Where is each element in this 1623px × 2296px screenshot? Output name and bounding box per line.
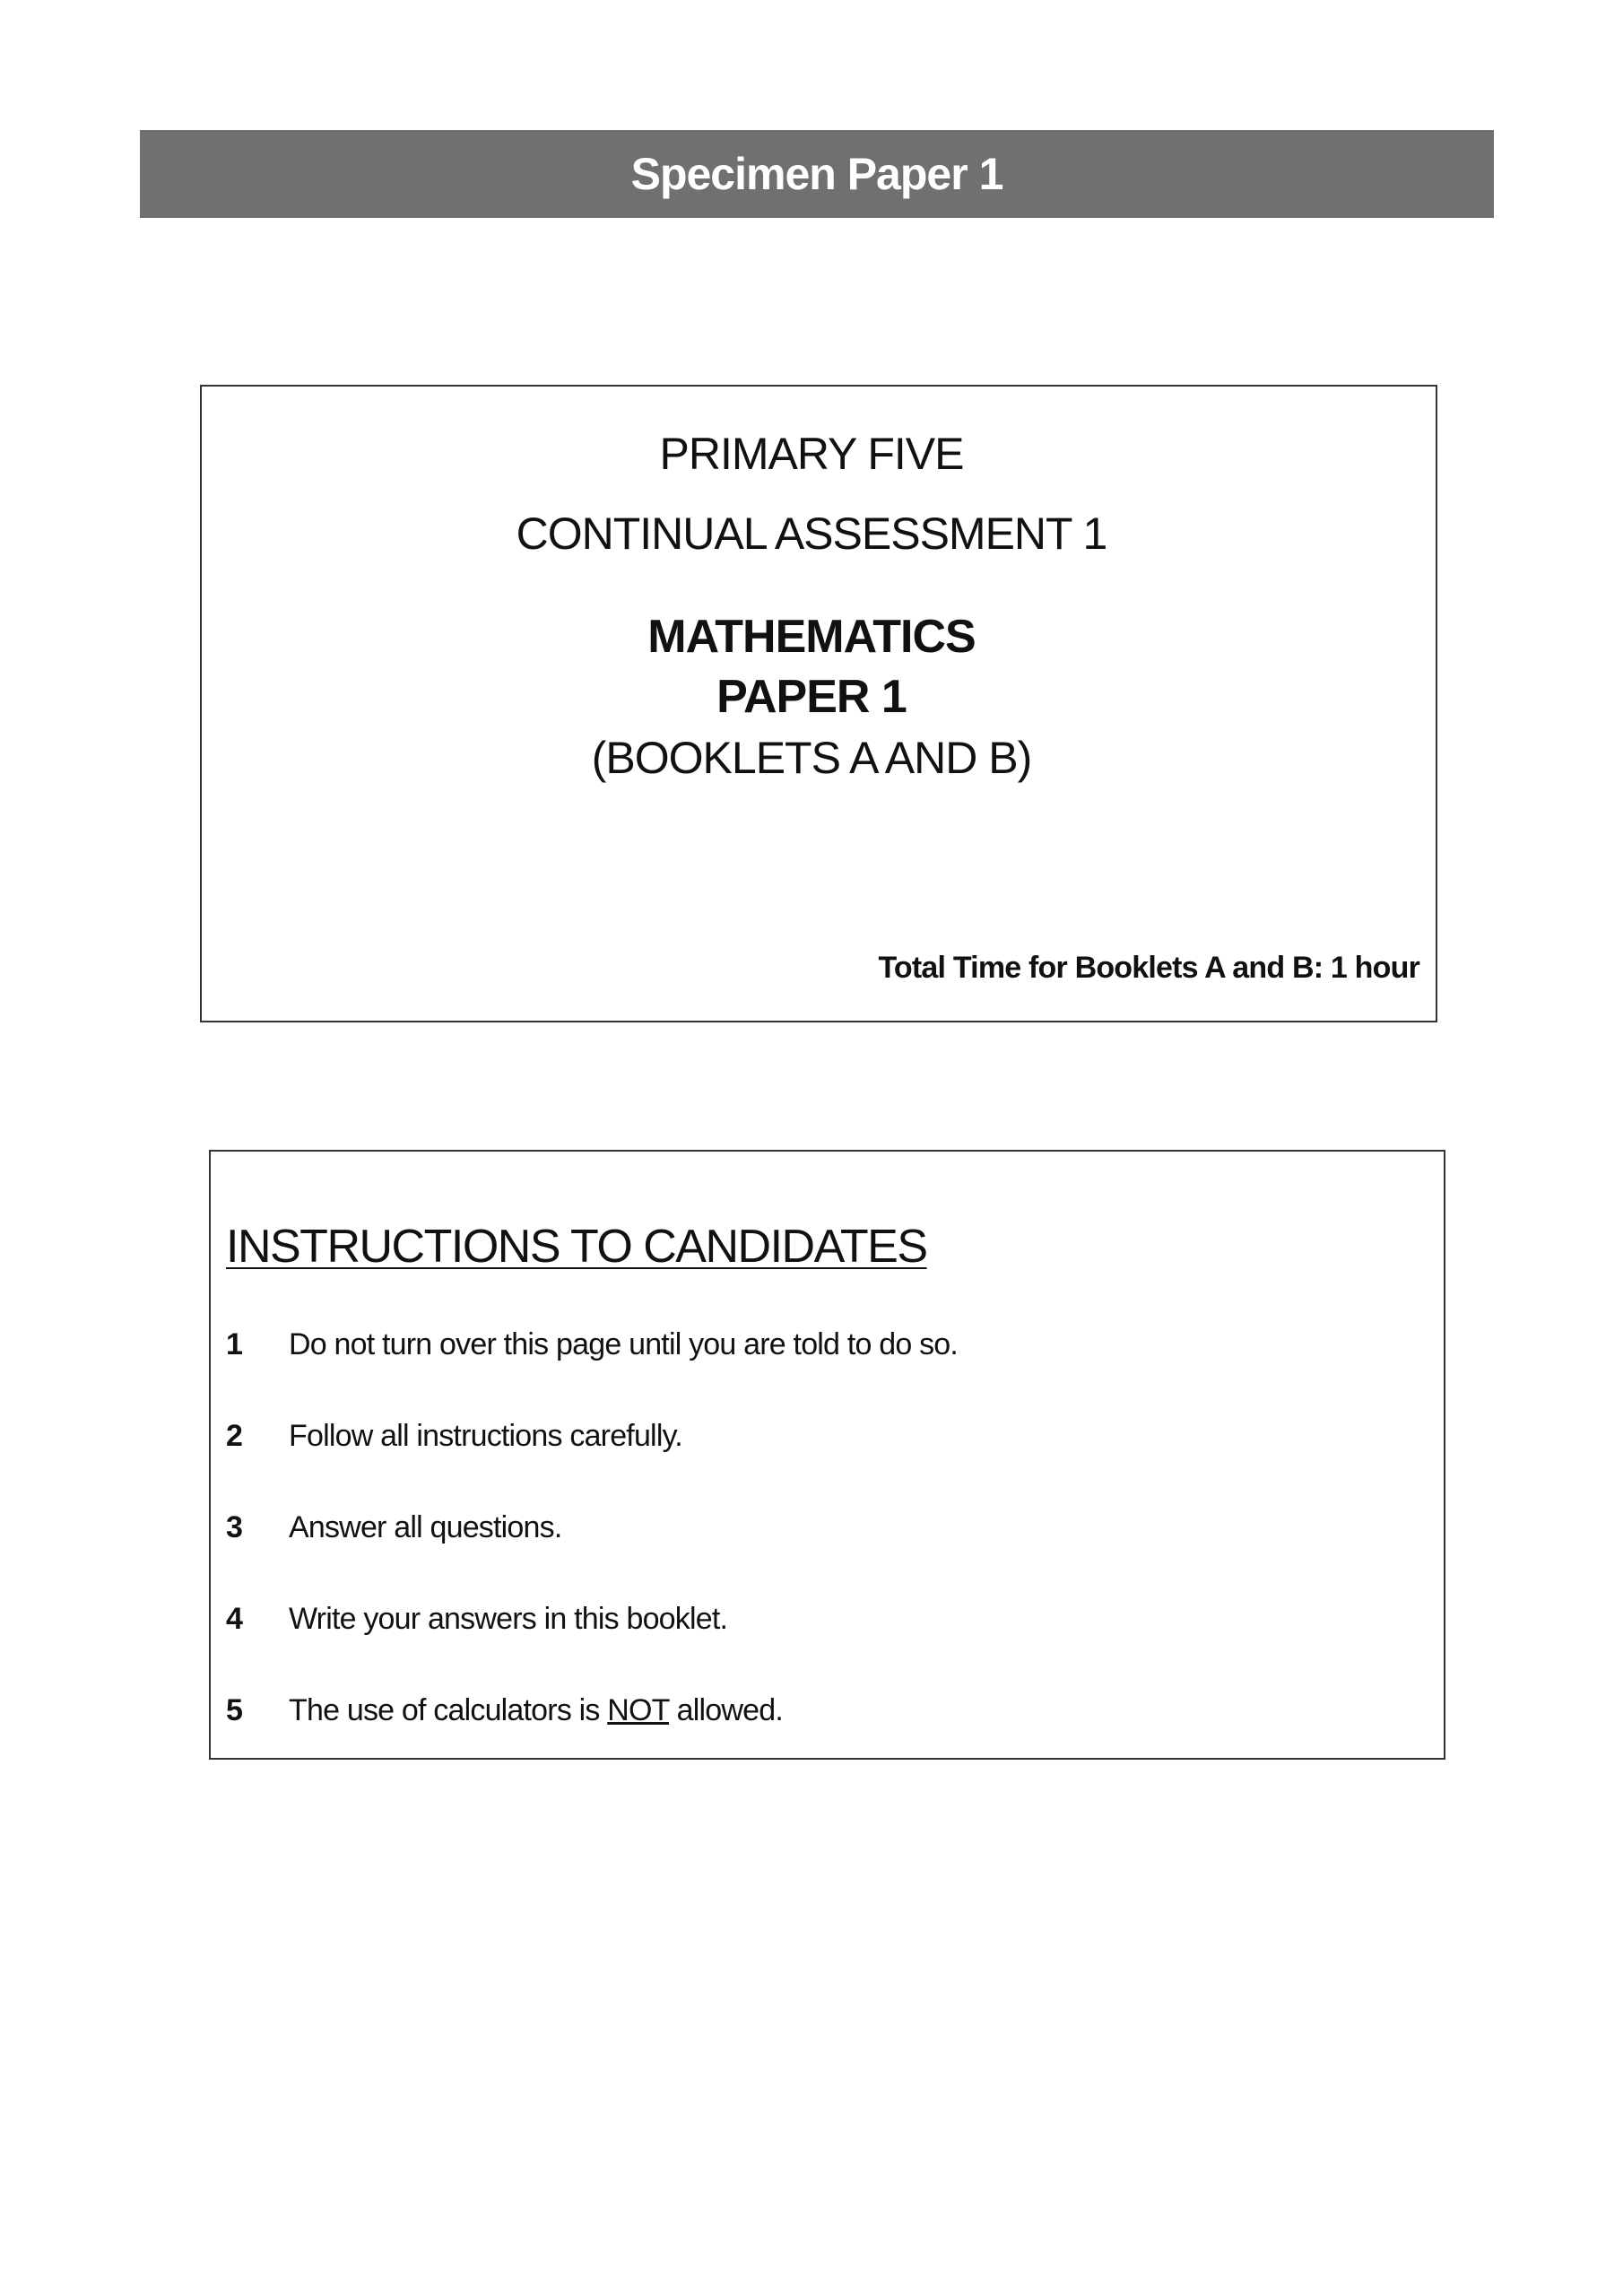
subject-title: MATHEMATICS	[647, 611, 976, 663]
specimen-banner	[140, 130, 1494, 218]
item-text-after: allowed.	[669, 1693, 784, 1727]
item-text: Follow all instructions carefully.	[289, 1419, 682, 1453]
assessment-label: CONTINUAL ASSESSMENT 1	[516, 509, 1107, 559]
total-time: Total Time for Booklets A and B: 1 hour	[878, 951, 1419, 985]
item-text	[289, 1693, 783, 1728]
item-text: Answer all questions.	[289, 1510, 562, 1544]
item-emphasis: NOT	[607, 1693, 670, 1727]
instruction-item	[226, 1602, 727, 1637]
level-label: PRIMARY FIVE	[659, 429, 964, 479]
instructions-heading: INSTRUCTIONS TO CANDIDATES	[226, 1221, 927, 1273]
item-text: Write your answers in this booklet.	[289, 1602, 728, 1636]
item-number: 4	[226, 1602, 243, 1636]
instruction-item	[226, 1327, 958, 1362]
item-number: 1	[226, 1327, 243, 1361]
paper-title: PAPER 1	[716, 671, 907, 723]
item-text-before: The use of calculators is	[289, 1693, 608, 1727]
item-number: 3	[226, 1510, 243, 1544]
item-number: 2	[226, 1419, 243, 1453]
item-text: Do not turn over this page until you are told to do so.	[289, 1327, 959, 1361]
item-number: 5	[226, 1693, 243, 1727]
instruction-item	[226, 1419, 682, 1454]
instruction-item	[226, 1693, 783, 1728]
instruction-item	[226, 1510, 561, 1545]
booklets-label: (BOOKLETS A AND B)	[591, 733, 1032, 783]
banner-title: Specimen Paper 1	[630, 149, 1003, 199]
